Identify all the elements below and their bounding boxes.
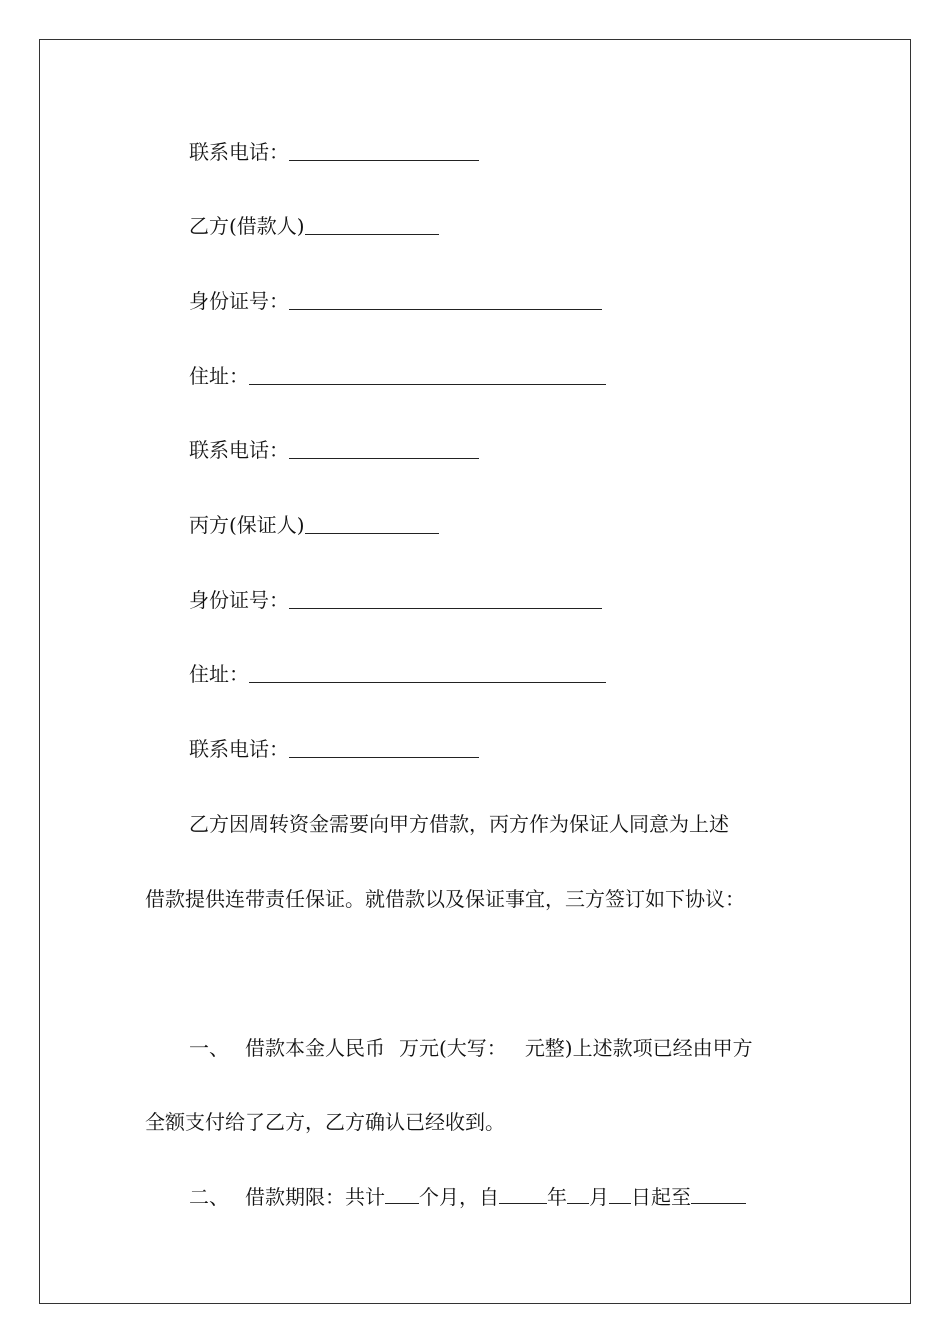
clause-1-line-1 [189,1033,753,1063]
blank-line [609,1183,631,1204]
id-number-field-2 [189,585,602,615]
blank-line [305,214,439,235]
address-field-2 [189,659,606,689]
blank-line [289,737,479,758]
clause-text: 借款本金人民币 [245,1036,385,1060]
field-label: 住址： [189,662,249,686]
blank-line [289,140,479,161]
clause-text: 元整)上述款项已经由甲方 [524,1036,753,1060]
clause-text: 借款期限：共计 [245,1185,385,1209]
clause-1-line-2: 全额支付给了乙方，乙方确认已经收到。 [145,1110,505,1134]
blank-line [305,513,439,534]
clause-text: 日起至 [631,1185,691,1209]
field-label: 住址： [189,364,249,388]
intro-line-2: 借款提供连带责任保证。就借款以及保证事宜，三方签订如下协议： [145,887,745,911]
field-label: 身份证号： [189,588,289,612]
field-label: 联系电话： [189,438,289,462]
clause-number: 一、 [189,1036,229,1060]
field-label: 联系电话： [189,140,289,164]
clause-2-line-1 [189,1182,746,1212]
blank-line [289,588,602,609]
blank-line [691,1183,746,1204]
address-field-1 [189,361,606,391]
party-b-borrower-field [189,211,439,241]
blank-line [289,438,479,459]
blank-line [499,1183,547,1204]
id-number-field-1 [189,286,602,316]
field-label: 联系电话： [189,737,289,761]
clause-text: 万元(大写： [399,1036,507,1060]
clause-number: 二、 [189,1185,229,1209]
blank-line [249,662,606,683]
clause-text: 个月，自 [419,1185,499,1209]
clause-text: 年 [547,1185,567,1209]
blank-line [249,364,606,385]
clause-text: 月 [589,1185,609,1209]
contact-phone-field-1 [189,137,479,167]
contact-phone-field-3 [189,734,479,764]
blank-line [385,1183,419,1204]
party-c-guarantor-field [189,510,439,540]
blank-line [289,289,602,310]
field-label: 乙方(借款人) [189,214,305,238]
blank-line [567,1183,589,1204]
field-label: 丙方(保证人) [189,513,305,537]
contact-phone-field-2 [189,435,479,465]
field-label: 身份证号： [189,289,289,313]
intro-line-1: 乙方因周转资金需要向甲方借款，丙方作为保证人同意为上述 [189,812,729,836]
